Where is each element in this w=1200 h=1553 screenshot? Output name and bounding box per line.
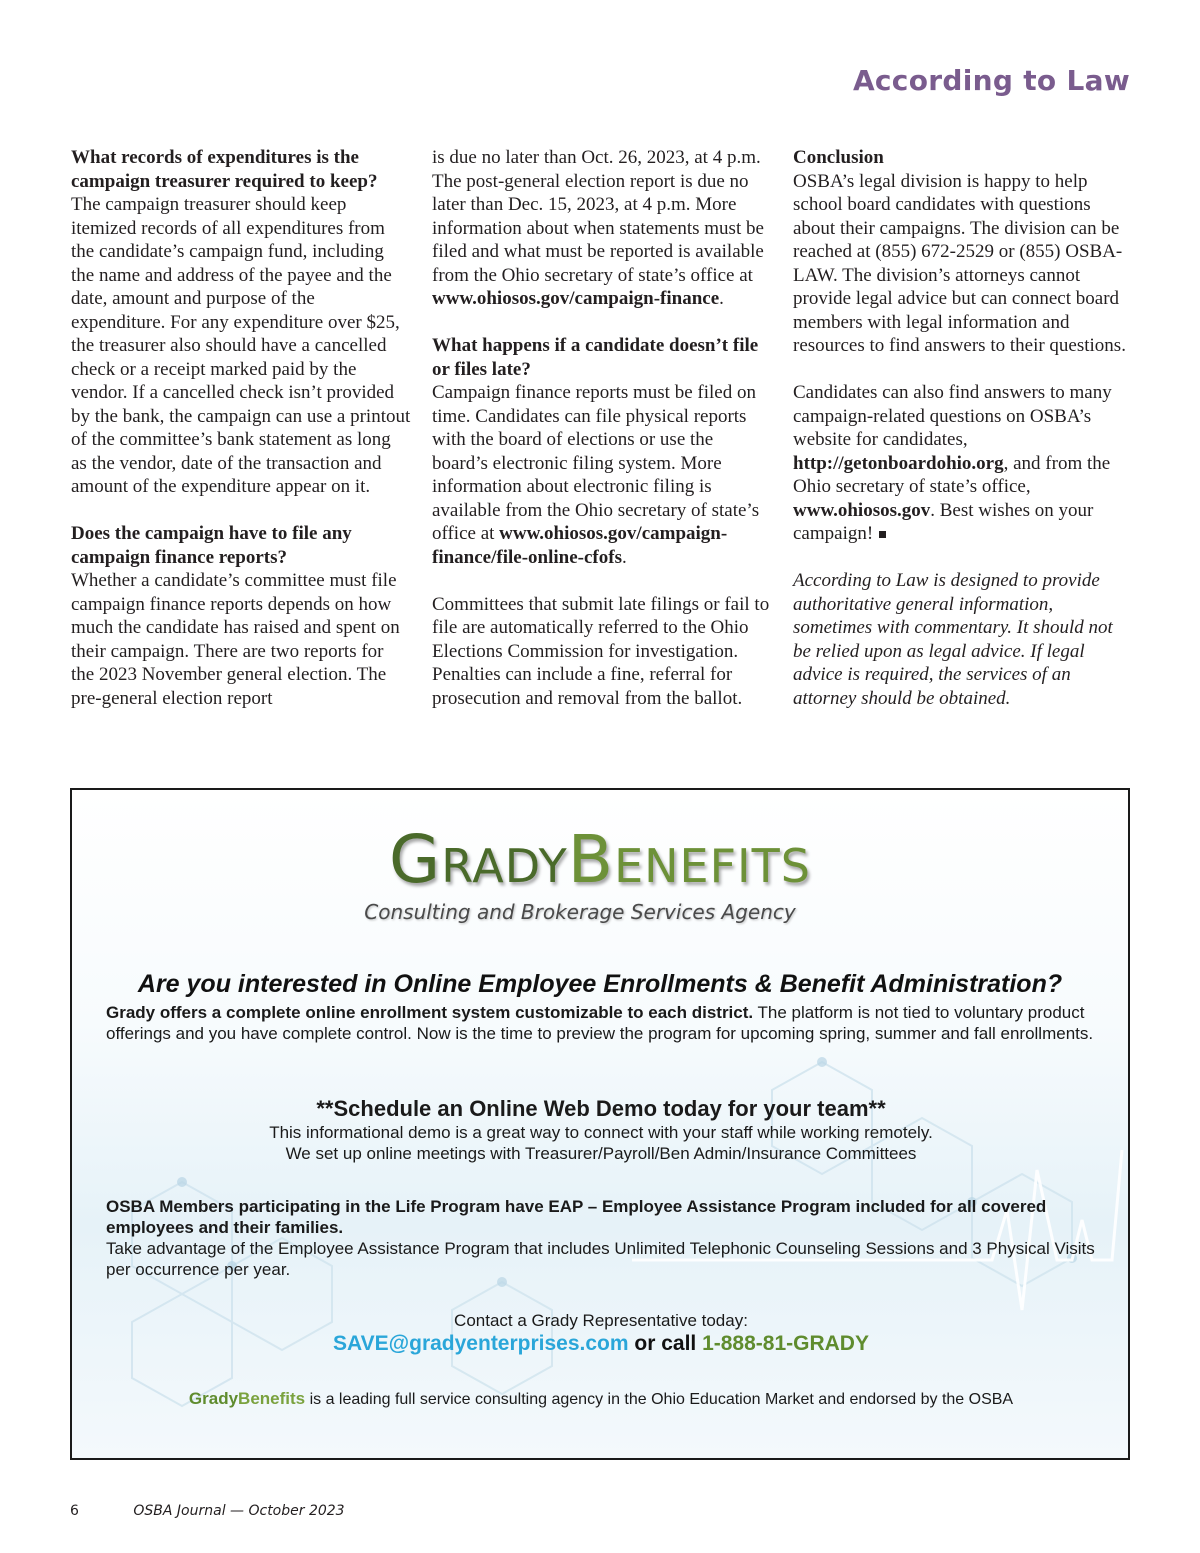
contact-section: Contact a Grady Representative today: SAVE@gradyenterprises.com or call 1-888-81-GRADY xyxy=(106,1310,1096,1355)
demo-section xyxy=(106,1096,1096,1164)
logo-tagline: Consulting and Brokerage Services Agency xyxy=(364,900,796,924)
conclusion-paragraph: OSBA’s legal division is happy to help school board candidates with questions about their campaigns. The division can be reached at (855) 672-2529 or (855) OSBA-LAW. The division’s attorneys cannot provide legal advice but can connect board members with legal information and resources to find answers to their questions. xyxy=(793,170,1126,356)
ad-intro-paragraph: Grady offers a complete online enrollment system customizable to each district. The platform is not tied to voluntary product offerings and you have complete control. Now is the time to preview the program for upcoming spring, summer and fall enrollments. xyxy=(106,1003,1094,1043)
email-link[interactable]: SAVE@gradyenterprises.com xyxy=(333,1332,629,1355)
question-heading: Does the campaign have to file any campaign finance reports? xyxy=(71,523,352,568)
getonboard-link[interactable]: http://getonboardohio.org xyxy=(793,452,1004,474)
demo-line: We set up online meetings with Treasurer/Payroll/Ben Admin/Insurance Committees xyxy=(285,1144,917,1163)
end-mark-icon xyxy=(879,531,886,538)
question-heading: What records of expenditures is the campaign treasurer required to keep? xyxy=(71,147,378,192)
demo-line: This informational demo is a great way to connect with your staff while working remotely. xyxy=(269,1123,933,1142)
publication-info: OSBA Journal — October 2023 xyxy=(133,1503,345,1519)
phone-link[interactable]: 1-888-81-GRADY xyxy=(702,1332,869,1355)
article-column-2 xyxy=(432,146,772,734)
grady-benefits-logo: GRADYBENEFITS Consulting and Brokerage Services Agency xyxy=(72,830,1128,924)
article-column-3 xyxy=(793,146,1128,734)
answer-paragraph: The campaign treasurer should keep itemized records of all expenditures from the candidate’s campaign fund, including the name and address of the payee and the date, amount and purpose of the expenditure. For any expenditure over $25, the treasurer also should have a cancelled check or a receipt marked paid by the vendor. If a cancelled check isn’t provided by the bank, the campaign can use a printout of the committee’s bank statement as long as the vendor, date of the transaction and amount of the expenditure appear on it. xyxy=(71,194,411,497)
ohiosos-link[interactable]: www.ohiosos.gov xyxy=(793,499,931,521)
eap-body: Take advantage of the Employee Assistance Program that includes Unlimited Telephonic Counseling Sessions and 3 Physical Visits per occurrence per year. xyxy=(106,1239,1095,1279)
answer-paragraph: Committees that submit late filings or fail to file are automatically referred to the Ohio Elections Commission for investigation. Penalties can include a fine, referral for prosecution and removal from the ballot. xyxy=(432,593,770,709)
page-footer xyxy=(70,1503,345,1519)
grady-benefits-ad xyxy=(70,788,1130,1460)
section-title: According to Law xyxy=(852,64,1130,97)
brand-name: GradyBenefits xyxy=(188,1389,306,1408)
answer-paragraph: Campaign finance reports must be filed on time. Candidates can file physical reports with the board of elections or use the board’s electronic filing system. More information about electronic filing is available from the Ohio secretary of state’s office at www.ohiosos.gov/campaign-finance/file-online-cfofs. xyxy=(432,382,760,568)
eap-heading: OSBA Members participating in the Life Program have EAP – Employee Assistance Program included for all covered employees and their families. xyxy=(106,1197,1047,1237)
disclaimer: According to Law is designed to provide authoritative general information, sometimes with commentary. It should not be relied upon as legal advice. If legal advice is required, the services of an attorney should be obtained. xyxy=(793,570,1113,709)
question-heading: What happens if a candidate doesn’t file or files late? xyxy=(432,335,759,380)
answer-paragraph: Whether a candidate’s committee must file campaign finance reports depends on how much the candidate has raised and spent on their campaign. There are two reports for the 2023 November general election. The pre-general election report xyxy=(71,570,400,709)
article-column-1 xyxy=(71,146,411,734)
ad-headline: Are you interested in Online Employee Enrollments & Benefit Administration? xyxy=(137,970,1063,998)
contact-line: Contact a Grady Representative today: xyxy=(454,1311,748,1330)
conclusion-heading: Conclusion xyxy=(793,147,884,168)
closing-line: GradyBenefits is a leading full service consulting agency in the Ohio Education Market and endorsed by the OSBA xyxy=(188,1389,1014,1408)
file-online-link[interactable]: www.ohiosos.gov/campaign-finance/file-online-cfofs xyxy=(432,523,728,568)
resources-paragraph: Candidates can also find answers to many campaign-related questions on OSBA’s website for candidates, http://getonboardohio.org, and from the Ohio secretary of state’s office, www.ohiosos.gov. Best wishes on your campaign! xyxy=(793,382,1112,544)
campaign-finance-link[interactable]: www.ohiosos.gov/campaign-finance xyxy=(432,288,720,309)
page-number: 6 xyxy=(70,1503,79,1519)
answer-paragraph: is due no later than Oct. 26, 2023, at 4 p.m. The post-general election report is due no later than Dec. 15, 2023, at 4 p.m. More information about when statements must be filed and what must be reported is available from the Ohio secretary of state’s office at www.ohiosos.gov/campaign-finance. xyxy=(432,147,764,309)
demo-heading: **Schedule an Online Web Demo today for your team** xyxy=(316,1096,886,1121)
eap-section xyxy=(106,1196,1096,1280)
